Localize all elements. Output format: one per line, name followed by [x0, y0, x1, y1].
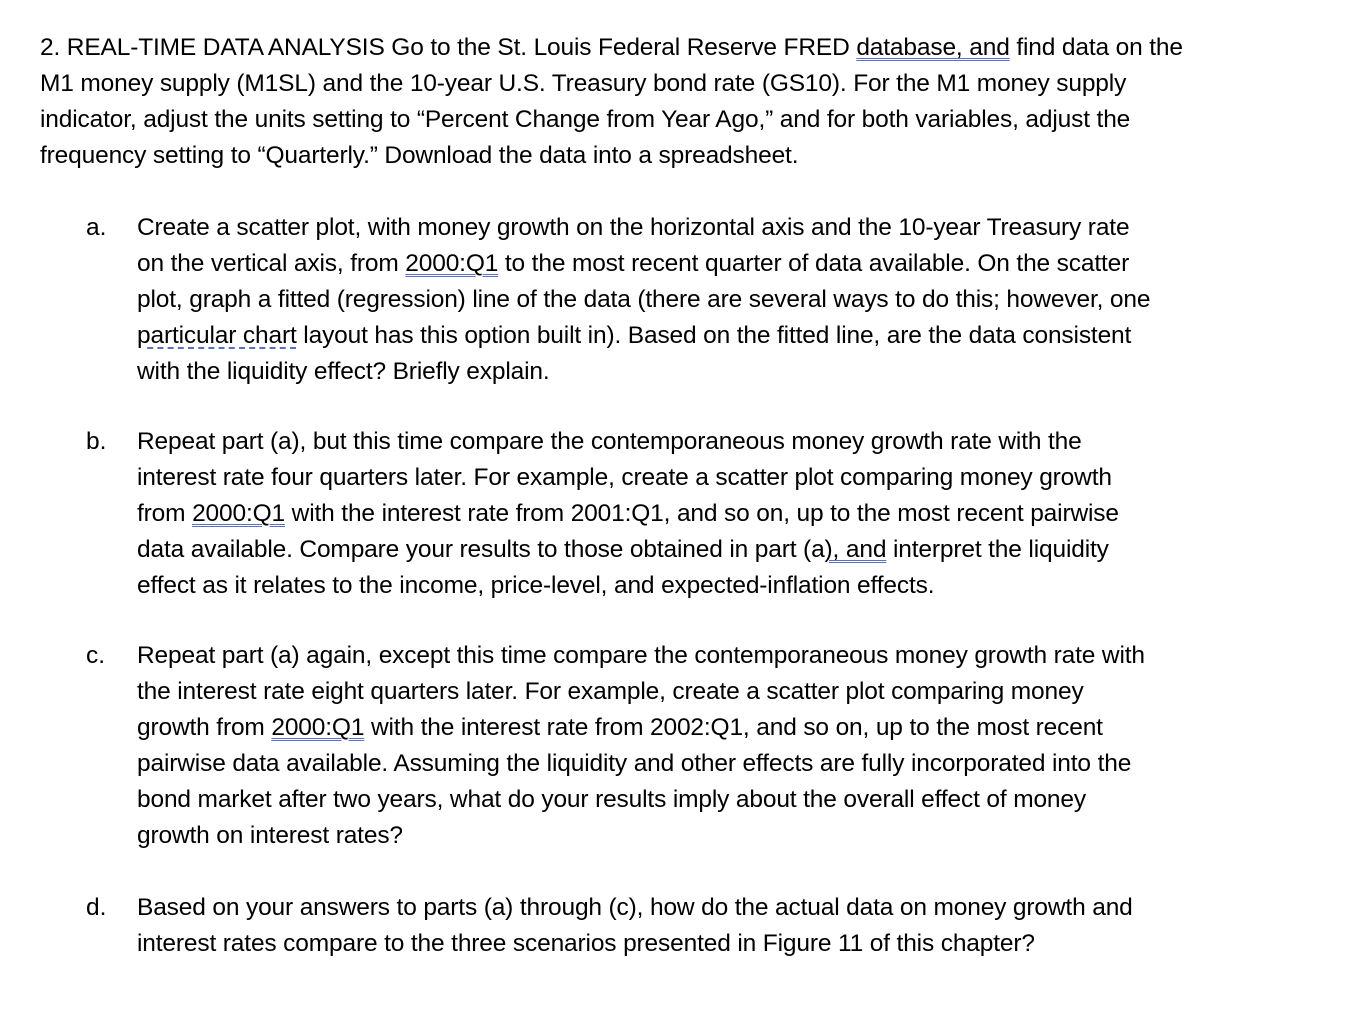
intro-text: indicator, adjust the units setting to “Percent Change from Year Ago,” and for both variables, adjust the [40, 106, 1131, 133]
part-a-line-3 [137, 282, 1150, 318]
part-text: to the most recent quarter of data available. On the scatter [498, 250, 1130, 277]
part-text: pairwise data available. Assuming the liquidity and other effects are fully incorporated into the [137, 750, 1132, 777]
part-c-line-3 [137, 710, 1103, 746]
part-b-line-5 [137, 568, 934, 604]
intro-text: find data on the [1009, 34, 1183, 61]
intro-text: 2. REAL-TIME DATA ANALYSIS Go to the St. Louis Federal Reserve FRED [40, 34, 857, 61]
part-text: with the interest rate from 2001:Q1, and so on, up to the most recent pairwise [285, 500, 1119, 527]
spellcheck-flag[interactable]: 2000:Q1 [192, 500, 286, 527]
part-text: growth on interest rates? [137, 822, 403, 849]
grammar-flag[interactable]: particular chart [137, 322, 297, 349]
part-a-line-4 [137, 318, 1131, 354]
part-c-line-4 [137, 746, 1131, 782]
intro-line-2 [40, 66, 1126, 102]
part-text: on the vertical axis, from [137, 250, 406, 277]
list-marker: a. [86, 214, 107, 241]
part-d-line-2 [137, 926, 1035, 962]
spellcheck-flag[interactable]: database, and [856, 34, 1010, 61]
part-c-line-6 [137, 818, 403, 854]
intro-text: M1 money supply (M1SL) and the 10-year U.S. Treasury bond rate (GS10). For the M1 money supply [40, 70, 1127, 97]
part-text: with the liquidity effect? Briefly explain. [137, 358, 550, 385]
intro-line-1 [40, 30, 1183, 66]
part-c-line-2 [137, 674, 1084, 710]
list-marker: b. [86, 428, 107, 455]
list-marker: c. [86, 642, 106, 669]
part-d-line-1 [137, 890, 1133, 926]
part-text: effect as it relates to the income, price-level, and expected-inflation effects. [137, 572, 935, 599]
spellcheck-flag[interactable]: ), and [824, 536, 887, 563]
part-a-line-2 [137, 246, 1129, 282]
part-text: bond market after two years, what do your results imply about the overall effect of money [137, 786, 1086, 813]
part-text: Create a scatter plot, with money growth on the horizontal axis and the 10-year Treasury rate [137, 214, 1130, 241]
intro-line-4 [40, 138, 798, 174]
part-c-line-5 [137, 782, 1086, 818]
part-text: from [137, 500, 193, 527]
part-b-line-2 [137, 460, 1112, 496]
part-b-line-3 [137, 496, 1119, 532]
part-text: data available. Compare your results to those obtained in part (a [137, 536, 825, 563]
part-c-line-1 [137, 638, 1145, 674]
part-b-line-1 [137, 424, 1082, 460]
part-text: layout has this option built in). Based on the fitted line, are the data consistent [296, 322, 1132, 349]
part-text: interest rate four quarters later. For example, create a scatter plot comparing money growth [137, 464, 1112, 491]
intro-line-3 [40, 102, 1130, 138]
part-text: Based on your answers to parts (a) through (c), how do the actual data on money growth and [137, 894, 1133, 921]
part-a-line-5 [137, 354, 550, 390]
part-text: interpret the liquidity [886, 536, 1109, 563]
part-text: Repeat part (a), but this time compare the contemporaneous money growth rate with the [137, 428, 1082, 455]
intro-text: frequency setting to “Quarterly.” Download the data into a spreadsheet. [40, 142, 799, 169]
part-text: interest rates compare to the three scenarios presented in Figure 11 of this chapter? [137, 930, 1035, 957]
part-b-line-4 [137, 532, 1109, 568]
list-marker: d. [86, 894, 107, 921]
part-text: the interest rate eight quarters later. For example, create a scatter plot comparing money [137, 678, 1084, 705]
part-text: plot, graph a fitted (regression) line of the data (there are several ways to do this; however, one [137, 286, 1151, 313]
part-text: with the interest rate from 2002:Q1, and so on, up to the most recent [364, 714, 1103, 741]
spellcheck-flag[interactable]: 2000:Q1 [271, 714, 365, 741]
part-text: Repeat part (a) again, except this time compare the contemporaneous money growth rate with [137, 642, 1145, 669]
spellcheck-flag[interactable]: 2000:Q1 [405, 250, 499, 277]
part-text: growth from [137, 714, 272, 741]
part-a-line-1 [137, 210, 1129, 246]
